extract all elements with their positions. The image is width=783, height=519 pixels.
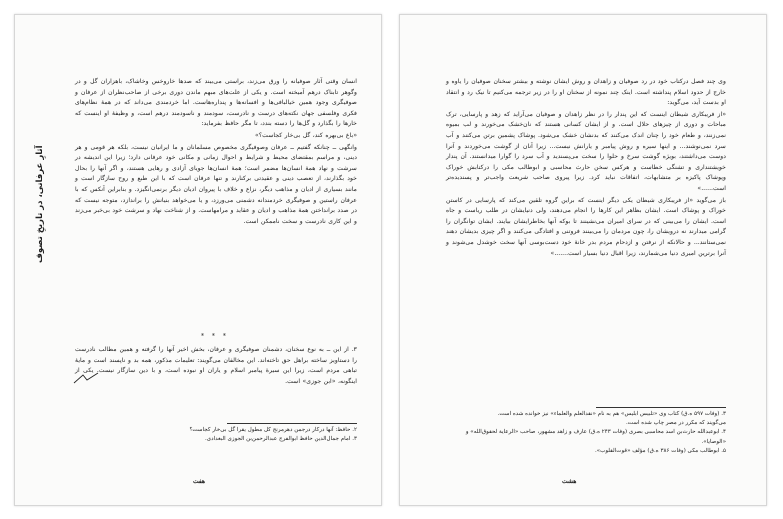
page-number-right: هشت	[562, 478, 577, 485]
left-verse-line: «باغ بی‌بهره کند، گل بی‌خار کجاست؟»	[255, 131, 357, 139]
right-body-text	[446, 77, 726, 259]
left-paragraph-3: ۳. از این ــ به نوع سخنان، دشمنان صوفیگری و عرفان، بخش اخیر آنها را گرفته و همین مطالب نادرست را دستاویز ساخته براهل حق تاخته‌اند. این مخالفان می‌گویند: تعلیمات مذکور، همه بد و ناپسند است و مایهٔ تباهی مردم است، زیرا این سیرهٔ پیامبر اسلام و یاران او نبوده است، و با دین سازگار نیست. یکی از اینگونه، «ابن جوزی» است.	[75, 346, 357, 385]
left-body-text-2	[75, 345, 357, 387]
left-paragraph-2: وانگهی ــ چنانکه گفتیم ــ عرفان وصوفیگری مخصوص مسلمانان و ما ایرانیان نیست، بلکه هر قومی و هر دینی، و مراسم بمقتضای محیط و شرایط و احوال زمانی و مکانی خود عرفانی دارد؛ زیرا این اندیشه در سرشت و نهاد همهٔ انسان‌ها مضمر است؛ همهٔ انسان‌ها جویای آزادی و رهایی هستند، و اگر آنها را بحال خود بگذارند، از تعصب دینی و عقیدتی برکنارند و تنها عرفان است که با این طبع و روح سازگار است و مانند بسیاری از ادیان و مذاهب دیگر، نزاع و خلاف با پیروان ادیان دیگر برنمی‌انگیزد. و بنابراین آنکس که با عرفان راستین و صوفیگری خردمندانه دشمنی می‌ورزد، و یا می‌خواهد بنیانش را براندازد، متوجه نیست که در صدد برانداختن همهٔ مذاهب و ادیان و عقاید و مرامهاست. و از شناخت نهاد و سرشت خود بی‌خبر می‌زند و این کاری نادرست و سخت ناممکن است.	[75, 143, 357, 225]
page-number-left: هفت	[193, 478, 206, 485]
handwritten-margin-note: آثارِ عرفانی، در تاریخِ تصوف	[35, 145, 45, 263]
left-footnote-3: ۳. امام جمال‌الدین حافظ ابوالفرج عبدالرحمن‌بن الجوزی البغدادی.	[204, 436, 357, 443]
pen-mark-icon	[73, 371, 99, 385]
right-footnote-rule	[596, 407, 726, 408]
left-body-text	[75, 77, 357, 227]
right-paragraph-2: «از فریبکاری شیطان اینست که این پندار را در نظر زاهدان و صوفیان می‌آراید که زهد و پارسایی، ترک مباحات و دوری از چیزهای حلال است. و از ایشان کسانی هستند که نان‌خشک می‌خورند و لب بمیوه نمی‌زنند، و طعام خود را چنان اندک می‌کنند که بدنشان خشک می‌شود. پوشاک پشمین برتن می‌کنند و آب سرد نمی‌نوشند... و اینها سیره و روش پیامبر و یارانش نیست... زیرا آنان از گوشت می‌خوردند و آنرا دوست می‌داشتند، بویژه گوشت سرخ و حلوا را سخت می‌پسندید و آب سرد را گوارا میدانستند. آن پندار خویشتنداری و تشنگی خطاست و هرکس سخن حارث محاسبی و ابوطالب مکی را درکتابش خوراک وپوشاک پاکیزه بر متشابهات، اتفاقات نباید کرد. زیرا پیروی صاحب شریعت واجب‌تر و پسندیده‌تر است......»	[446, 110, 726, 192]
right-paragraph-3: باز می‌گوید «از فریبکاری شیطان یکی دیگر اینست که براین گروه تلقین می‌کند که پارسایی در کاستن خوراک و پوشاک است. ایشان بظاهر این کارها را انجام می‌دهند، ولی دنیایشان در طلب ریاست و جاه است. ایشان را می‌بینی که در سرای امیران می‌نشینند تا بوکه آنها بخاطرایشان بیایند. ایشان توانگران را گرامی میدارند نه درویشان را، چون مردمان را می‌بینند فروتنی و افتادگی می‌کنند و اگر چیزی بدیشان دهند نمی‌ستانند... و حالانکه از نرفتن و ازدحام مردم بدر خانهٔ خود دست‌بوسی آنها سخت خوشدل می‌شوند و آنرا بر‌ترین امیری دنیا می‌شمارند، زیرا اقبال دنیا بسیار است.......»	[446, 196, 726, 257]
page-seven	[14, 14, 382, 506]
right-footnote-5: ۵. ابوطالب مکی (وفات ۳۸۶ ه.ق) مؤلف «قوت‌القلوب».	[594, 447, 726, 454]
left-footnote-2: ۲. حافظ: آنها درکار درجمن دهرمرنج کل مطول ‌یقرا گل بی‌خار کجاست؟	[189, 427, 357, 433]
right-footnote-3: ۳. (وفات ۵۹۷ ه.ق) کتاب وی «تلبیس ابلیس» هم به نام «نقدالعلم والعلماء» نیز خوانده شده است.	[497, 411, 726, 417]
right-footnote-3-cont: می‌گویند که مکرر در مصر چاپ شده است.	[626, 420, 726, 427]
section-separator-stars: * * *	[201, 333, 229, 340]
left-footnote-rule	[227, 423, 357, 424]
left-footnotes	[75, 426, 357, 444]
left-paragraph-1: انسان وقتی آثار صوفیانه را ورق می‌زند، براستی می‌بیند که صدها خاروخس وخاشاک، باهزاران گل و در وگوهر تابناک درهم آمیخته است. و یکی از علت‌های مبهم ماندن دوری برخی از صاحب‌نظران از عرفان و صوفیگری وجود همین خیالبافی‌ها و افسانه‌ها و پنداره‌هاست. اما خردمندی می‌داند که در همهٔ نظام‌های فکری وفلسفی جهان نکته‌های درست و نادرست، سودمند و ناسودمند درهم است، و وظیفهٔ او اینست که خارها را بگذارد و گل‌ها را دسته بندد، تا مگر حافظ بفرماید:	[75, 78, 357, 128]
right-paragraph-1: وی چند فصل درکتاب خود در رد صوفیان و زاهدان و روش ایشان نوشته و بیشتر سخنان صوفیان را یاوه و خارج از حدود اسلام پنداشته است. اینک چند نمونه از سخنان او را در زیر ترجمه می‌کنیم تا نیک رد و انتقاد او بدست آید، می‌گوید:	[446, 78, 726, 107]
page-eight	[399, 14, 767, 506]
right-footnotes	[446, 410, 726, 456]
right-footnote-4: ۴. ابوعبدالله حارث‌بن اسد محاسبی بصری (وفات ۲۴۳ ه.ق) عارف و زاهد مشهور، صاحب «الرعایة لحقوق‌الله» و «الوصایا».	[465, 429, 726, 445]
